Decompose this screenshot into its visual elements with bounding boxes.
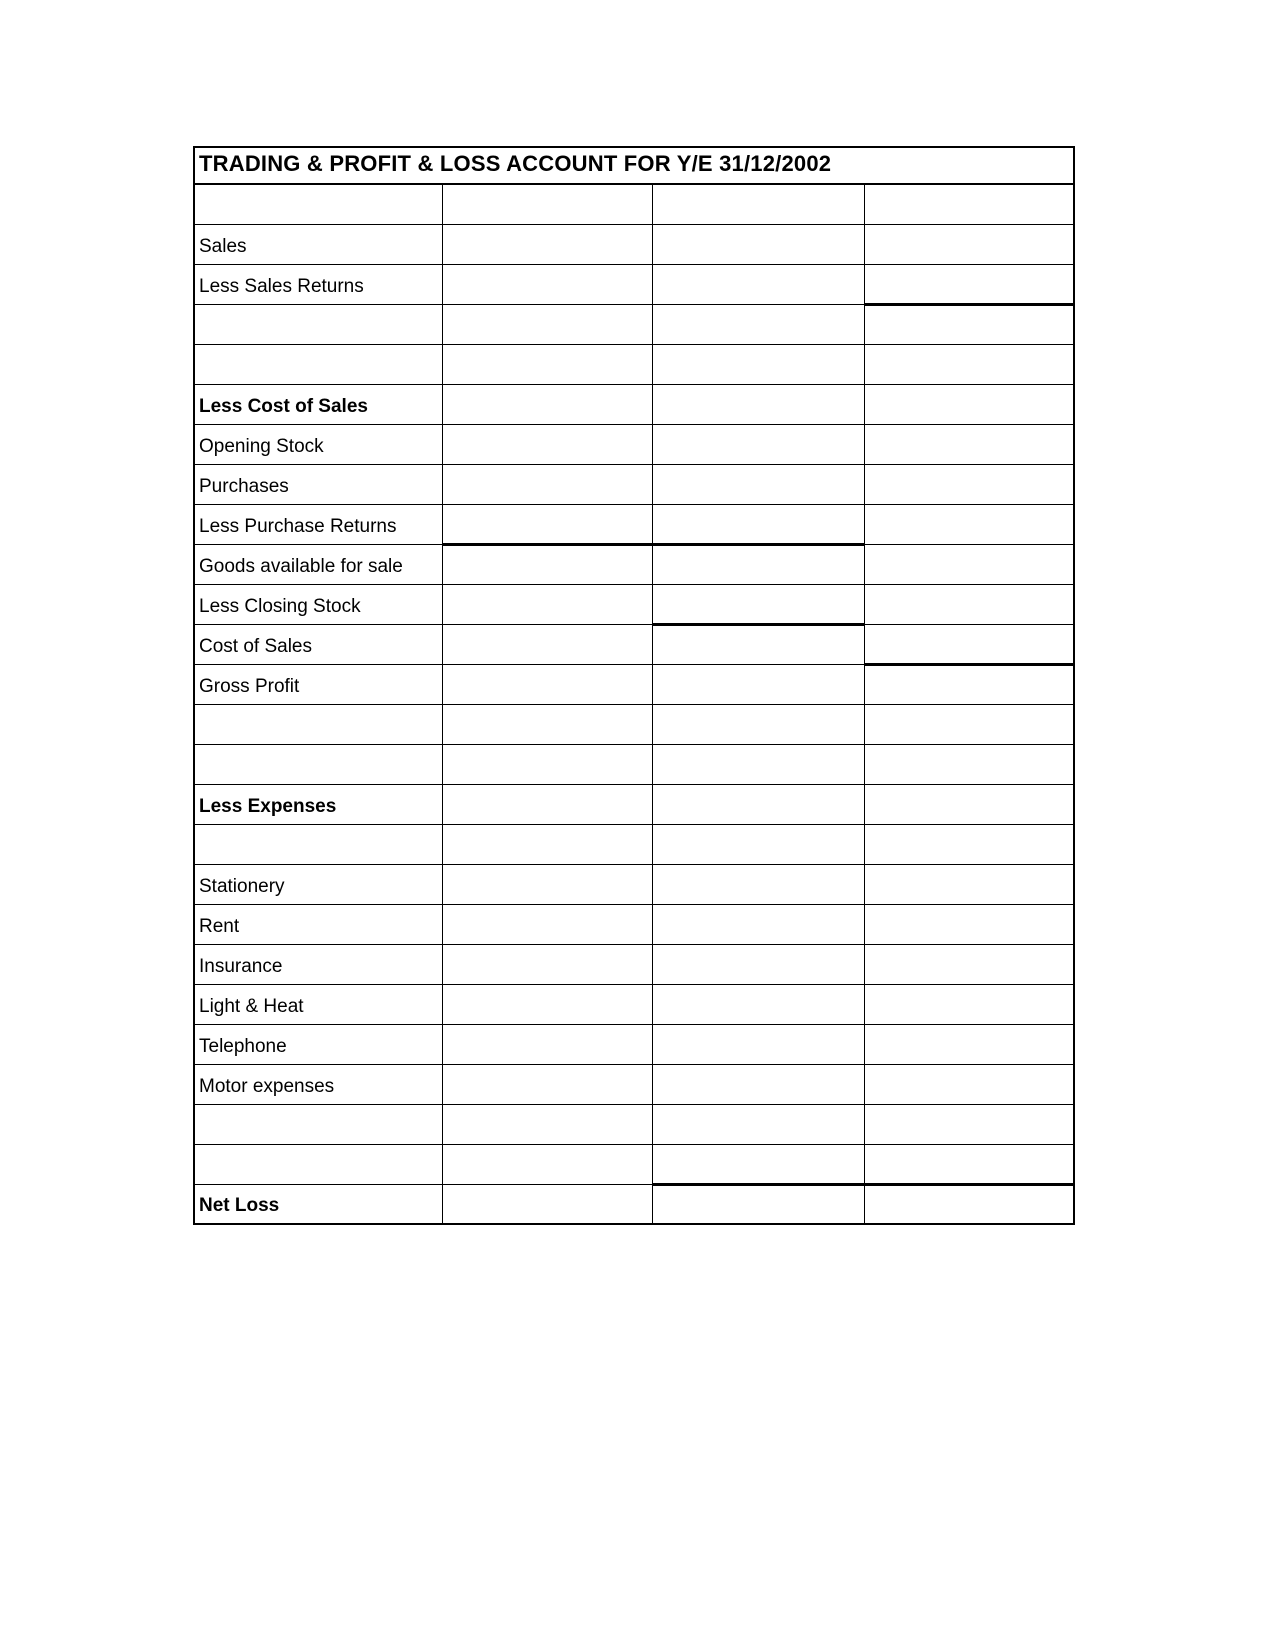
amount-cell [864, 984, 1074, 1024]
amount-cell [864, 1184, 1074, 1224]
row-label-cell: Insurance [194, 944, 442, 984]
row-label-cell [194, 304, 442, 344]
row-label-cell: Opening Stock [194, 424, 442, 464]
amount-cell [652, 304, 864, 344]
amount-cell [652, 384, 864, 424]
amount-cell [652, 464, 864, 504]
amount-cell [442, 504, 652, 544]
table-row [194, 1064, 1074, 1104]
amount-cell [864, 224, 1074, 264]
amount-cell [652, 624, 864, 664]
table-row [194, 824, 1074, 864]
amount-cell [864, 1064, 1074, 1104]
amount-cell [864, 184, 1074, 224]
table-row [194, 704, 1074, 744]
row-label-cell: Purchases [194, 464, 442, 504]
row-label-cell: Stationery [194, 864, 442, 904]
row-label-cell: Gross Profit [194, 664, 442, 704]
amount-cell [442, 304, 652, 344]
table-row [194, 784, 1074, 824]
amount-cell [652, 1144, 864, 1184]
amount-cell [442, 544, 652, 584]
amount-cell [652, 664, 864, 704]
table-row [194, 864, 1074, 904]
amount-cell [442, 224, 652, 264]
row-label-cell [194, 184, 442, 224]
row-label-cell: Telephone [194, 1024, 442, 1064]
amount-cell [864, 264, 1074, 304]
table-row [194, 344, 1074, 384]
row-label-cell [194, 744, 442, 784]
amount-cell [442, 184, 652, 224]
amount-cell [442, 344, 652, 384]
table-row [194, 904, 1074, 944]
row-label-cell: Less Sales Returns [194, 264, 442, 304]
amount-cell [652, 704, 864, 744]
amount-cell [864, 904, 1074, 944]
amount-cell [864, 464, 1074, 504]
amount-cell [864, 744, 1074, 784]
table-row [194, 624, 1074, 664]
amount-cell [652, 944, 864, 984]
table-title: TRADING & PROFIT & LOSS ACCOUNT FOR Y/E 31/12/2002 [194, 147, 1074, 184]
amount-cell [442, 984, 652, 1024]
amount-cell [442, 1104, 652, 1144]
amount-cell [442, 744, 652, 784]
table-row [194, 744, 1074, 784]
amount-cell [864, 544, 1074, 584]
amount-cell [442, 624, 652, 664]
table-row [194, 544, 1074, 584]
row-label-cell [194, 1104, 442, 1144]
row-label-cell: Goods available for sale [194, 544, 442, 584]
row-label-cell: Rent [194, 904, 442, 944]
row-label-cell: Less Purchase Returns [194, 504, 442, 544]
amount-cell [652, 184, 864, 224]
amount-cell [864, 664, 1074, 704]
amount-cell [652, 984, 864, 1024]
amount-cell [442, 784, 652, 824]
row-label-cell: Less Closing Stock [194, 584, 442, 624]
table-row [194, 584, 1074, 624]
table-row [194, 1104, 1074, 1144]
amount-cell [652, 424, 864, 464]
amount-cell [442, 1144, 652, 1184]
table-row [194, 424, 1074, 464]
row-label-cell: Motor expenses [194, 1064, 442, 1104]
amount-cell [652, 864, 864, 904]
title-row [194, 147, 1074, 184]
amount-cell [864, 704, 1074, 744]
row-label-cell: Light & Heat [194, 984, 442, 1024]
amount-cell [652, 824, 864, 864]
document-page [193, 146, 1075, 1225]
amount-cell [652, 1184, 864, 1224]
amount-cell [442, 664, 652, 704]
table-row [194, 384, 1074, 424]
amount-cell [442, 1184, 652, 1224]
amount-cell [652, 264, 864, 304]
table-row [194, 504, 1074, 544]
amount-cell [864, 944, 1074, 984]
amount-cell [442, 944, 652, 984]
amount-cell [864, 584, 1074, 624]
amount-cell [442, 384, 652, 424]
amount-cell [442, 424, 652, 464]
amount-cell [652, 504, 864, 544]
amount-cell [442, 824, 652, 864]
amount-cell [864, 864, 1074, 904]
trading-profit-loss-table [193, 146, 1075, 1225]
amount-cell [864, 344, 1074, 384]
amount-cell [442, 464, 652, 504]
amount-cell [652, 1104, 864, 1144]
row-label-cell: Net Loss [194, 1184, 442, 1224]
amount-cell [442, 1024, 652, 1064]
table-row [194, 304, 1074, 344]
row-label-cell [194, 344, 442, 384]
amount-cell [652, 344, 864, 384]
amount-cell [652, 544, 864, 584]
amount-cell [652, 744, 864, 784]
amount-cell [442, 584, 652, 624]
amount-cell [864, 784, 1074, 824]
row-label-cell: Less Expenses [194, 784, 442, 824]
row-label-cell: Sales [194, 224, 442, 264]
amount-cell [652, 1024, 864, 1064]
row-label-cell: Cost of Sales [194, 624, 442, 664]
table-row [194, 1024, 1074, 1064]
amount-cell [864, 384, 1074, 424]
amount-cell [652, 224, 864, 264]
amount-cell [864, 824, 1074, 864]
amount-cell [442, 864, 652, 904]
table-row [194, 264, 1074, 304]
amount-cell [442, 1064, 652, 1104]
table-row [194, 1144, 1074, 1184]
table-row [194, 184, 1074, 224]
table-header [194, 147, 1074, 184]
row-label-cell [194, 1144, 442, 1184]
amount-cell [864, 1144, 1074, 1184]
table-body [194, 184, 1074, 1224]
row-label-cell: Less Cost of Sales [194, 384, 442, 424]
table-row [194, 944, 1074, 984]
amount-cell [442, 904, 652, 944]
amount-cell [864, 504, 1074, 544]
amount-cell [442, 264, 652, 304]
amount-cell [864, 1024, 1074, 1064]
table-row [194, 464, 1074, 504]
amount-cell [442, 704, 652, 744]
table-row [194, 984, 1074, 1024]
table-row [194, 1184, 1074, 1224]
amount-cell [652, 784, 864, 824]
amount-cell [652, 584, 864, 624]
amount-cell [652, 904, 864, 944]
amount-cell [864, 1104, 1074, 1144]
amount-cell [864, 624, 1074, 664]
table-row [194, 664, 1074, 704]
table-row [194, 224, 1074, 264]
amount-cell [864, 304, 1074, 344]
amount-cell [652, 1064, 864, 1104]
amount-cell [864, 424, 1074, 464]
row-label-cell [194, 704, 442, 744]
row-label-cell [194, 824, 442, 864]
